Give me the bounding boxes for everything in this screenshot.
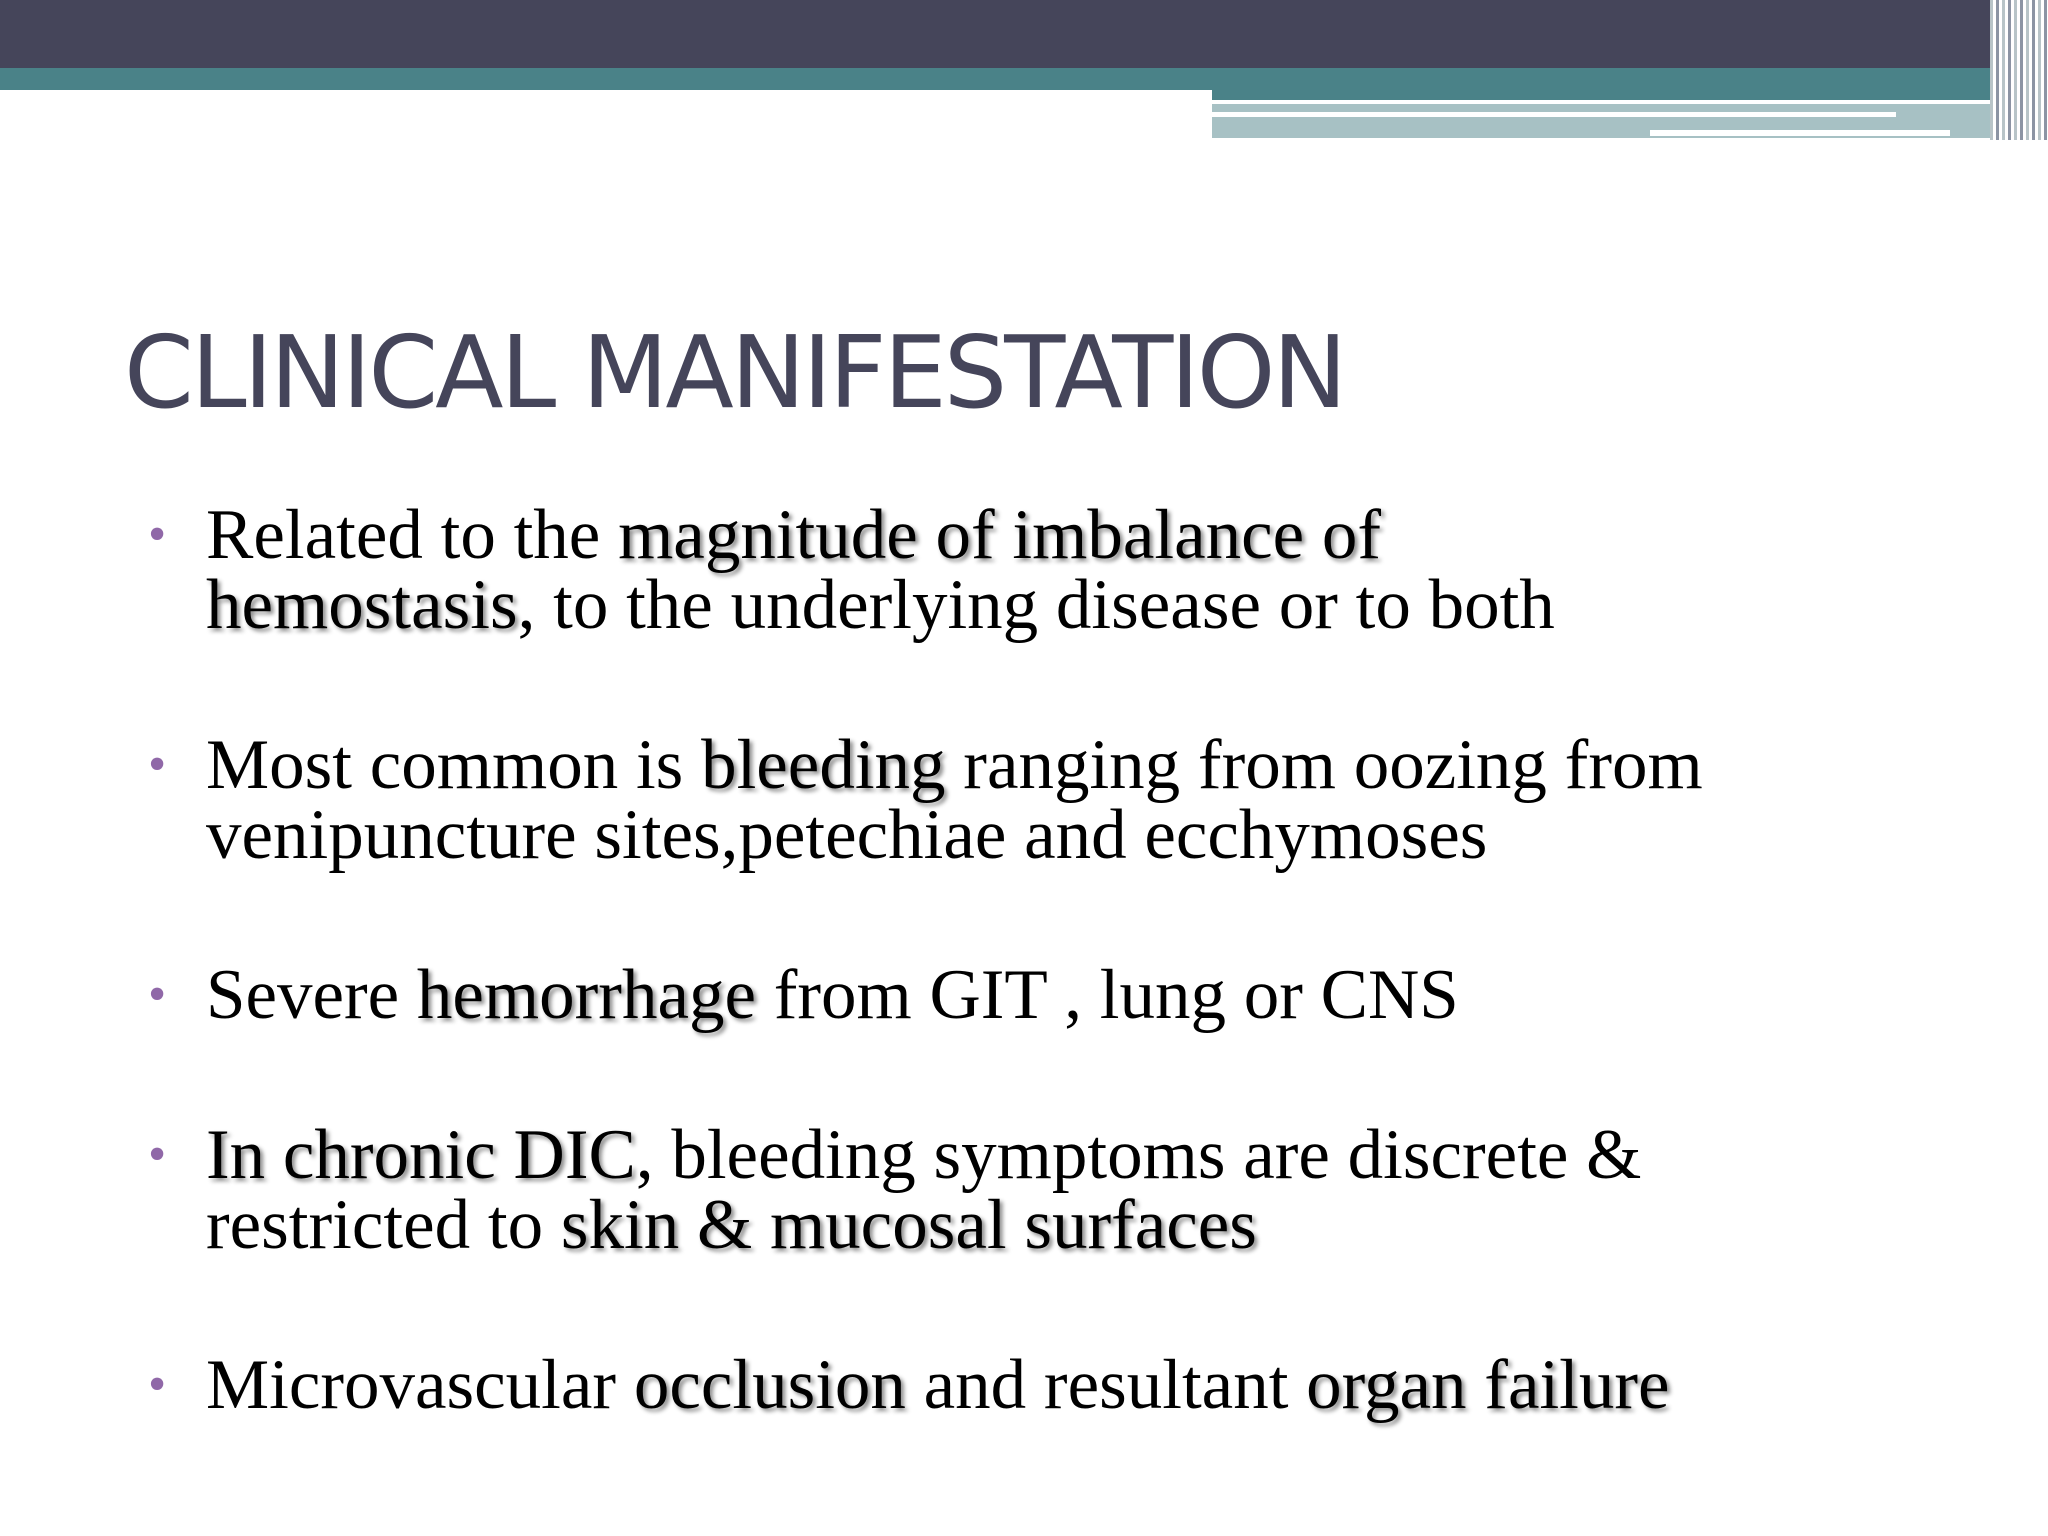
bullet-list xyxy=(148,496,2028,1510)
bullet-item xyxy=(148,496,2028,644)
bullet-text: Severe xyxy=(206,956,417,1034)
bullet-highlight: organ failure xyxy=(1306,1346,1670,1424)
bullet-item xyxy=(148,956,2028,1034)
bullet-item xyxy=(148,726,2028,874)
bullet-highlight: magnitude of imbalance of xyxy=(618,496,1382,574)
bullet-highlight: hemostasis xyxy=(206,566,518,644)
bullet-highlight: bleeding xyxy=(701,726,946,804)
bullet-highlight: hemorrhage xyxy=(416,956,756,1034)
bullet-text: venipuncture sites,petechiae and ecchymoses xyxy=(206,796,1488,874)
slide-title: CLINICAL MANIFESTATION xyxy=(124,314,1345,431)
header-band-dark xyxy=(0,0,2048,68)
bullet-text: , to the underlying disease or to both xyxy=(517,566,1555,644)
bullet-text: , bleeding symptoms are discrete & xyxy=(635,1116,1642,1194)
bullet-text: restricted to xyxy=(206,1186,561,1264)
bullet-text: Most common is xyxy=(206,726,702,804)
bullet-text: Related to the xyxy=(206,496,619,574)
bullet-dot-icon: • xyxy=(148,1356,167,1413)
header-stripes xyxy=(1990,0,2048,140)
bullet-text: Microvascular xyxy=(206,1346,634,1424)
bullet-dot-icon: • xyxy=(148,506,167,563)
bullet-highlight: occlusion xyxy=(633,1346,906,1424)
bullet-text: from GIT , lung or CNS xyxy=(755,956,1459,1034)
bullet-item xyxy=(148,1116,2028,1264)
header-accent-line xyxy=(1212,112,1896,117)
header-band-teal-right xyxy=(1212,90,2048,100)
bullet-dot-icon: • xyxy=(148,1126,167,1183)
bullet-highlight: skin & mucosal surfaces xyxy=(560,1186,1257,1264)
bullet-dot-icon: • xyxy=(148,736,167,793)
bullet-dot-icon: • xyxy=(148,966,167,1023)
header-band-teal xyxy=(0,68,2048,90)
bullet-highlight: In chronic DIC xyxy=(206,1116,636,1194)
bullet-item xyxy=(148,1346,2028,1424)
header-accent-line-2 xyxy=(1650,130,1950,136)
bullet-text: and resultant xyxy=(905,1346,1307,1424)
bullet-text: ranging from oozing from xyxy=(945,726,1703,804)
